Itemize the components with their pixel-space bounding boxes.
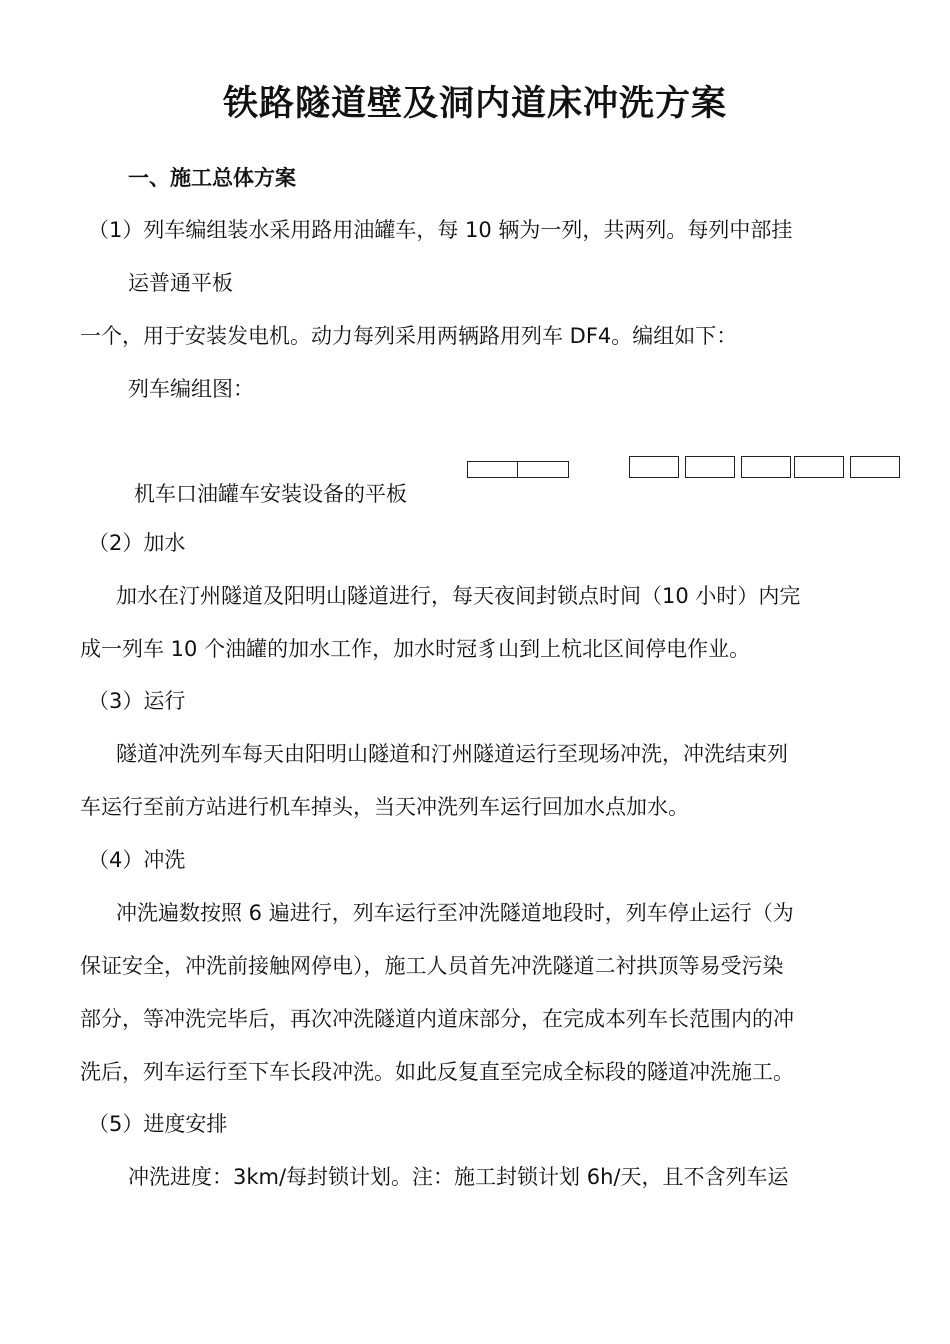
item-5-heading: （5）进度安排 (88, 1112, 228, 1136)
paragraph-1-line-3: 一个，用于安装发电机。动力每列采用两辆路用列车 DF4。编组如下： (80, 324, 738, 348)
diagram-caption: 机车口油罐车安装设备的平板 (134, 482, 407, 506)
item-2-line-2: 成一列车 10 个油罐的加水工作，加水时冠豸山到上杭北区间停电作业。 (80, 637, 751, 661)
diagram-label: 列车编组图： (128, 377, 254, 401)
locomotive-box (517, 461, 569, 478)
tank-car-box (629, 456, 679, 478)
item-4-line-2: 保证安全，冲洗前接触网停电），施工人员首先冲洗隧道二衬拱顶等易受污染 (80, 954, 784, 978)
item-5-line-1: 冲洗进度：3km/每封锁计划。注：施工封锁计划 6h/天，且不含列车运 (128, 1165, 789, 1189)
item-4-line-1: 冲洗遍数按照 6 遍进行，列车运行至冲洗隧道地段时，列车停止运行（为 (116, 901, 794, 925)
item-3-line-2: 车运行至前方站进行机车掉头，当天冲洗列车运行回加水点加水。 (80, 795, 689, 819)
item-4-line-3: 部分，等冲洗完毕后，再次冲洗隧道内道床部分，在完成本列车长范围内的冲 (80, 1007, 794, 1031)
paragraph-1-line-2: 运普通平板 (128, 271, 233, 295)
locomotive-box (467, 461, 518, 478)
tank-car-box (850, 456, 900, 478)
document-title: 铁路隧道壁及洞内道床冲洗方案 (222, 84, 727, 124)
section-heading: 一、施工总体方案 (128, 166, 296, 190)
item-4-line-4: 洗后，列车运行至下车长段冲洗。如此反复直至完成全标段的隧道冲洗施工。 (80, 1060, 794, 1084)
item-2-heading: （2）加水 (88, 531, 186, 555)
item-3-heading: （3）运行 (88, 689, 186, 713)
tank-car-box (741, 456, 791, 478)
item-4-heading: （4）冲洗 (88, 848, 186, 872)
tank-car-box (685, 456, 735, 478)
tank-car-box (794, 456, 844, 478)
item-2-line-1: 加水在汀州隧道及阳明山隧道进行，每天夜间封锁点时间（10 小时）内完 (116, 584, 801, 608)
item-3-line-1: 隧道冲洗列车每天由阳明山隧道和汀州隧道运行至现场冲洗，冲洗结束列 (116, 742, 788, 766)
paragraph-1-line-1: （1）列车编组装水采用路用油罐车，每 10 辆为一列，共两列。每列中部挂 (88, 218, 793, 242)
